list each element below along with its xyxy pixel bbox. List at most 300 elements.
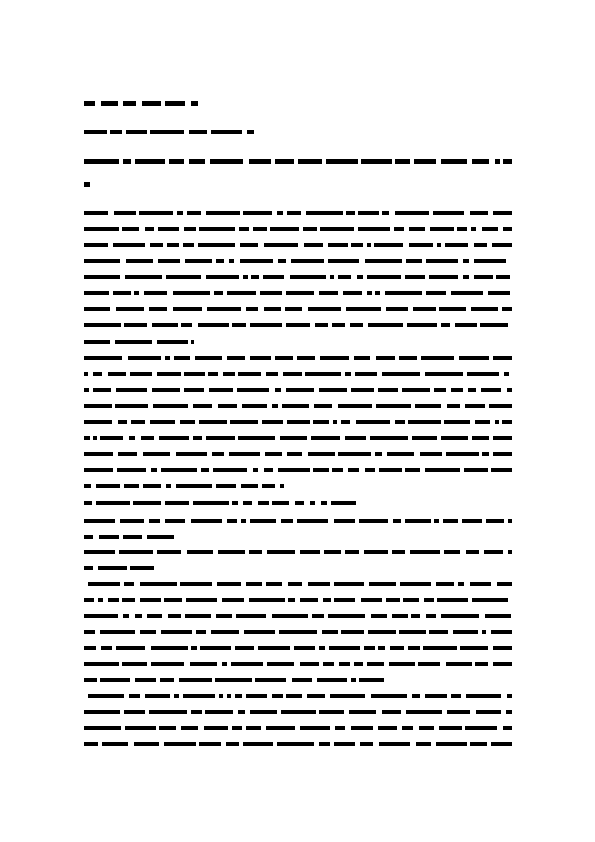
word-glyph-block bbox=[354, 356, 370, 360]
word-glyph-block bbox=[232, 323, 246, 327]
word-glyph-block bbox=[165, 101, 185, 106]
word-glyph-block bbox=[425, 694, 447, 698]
word-glyph-block bbox=[135, 159, 165, 164]
word-glyph-block bbox=[421, 356, 454, 360]
word-glyph-block bbox=[281, 519, 293, 523]
word-glyph-block bbox=[471, 227, 476, 231]
word-glyph-block bbox=[286, 291, 314, 295]
word-glyph-block bbox=[116, 646, 145, 650]
word-glyph-block bbox=[84, 307, 110, 311]
word-glyph-block bbox=[444, 420, 470, 424]
word-glyph-block bbox=[492, 243, 512, 247]
word-glyph-block bbox=[457, 227, 467, 231]
body-text bbox=[0, 0, 1, 1]
word-glyph-block bbox=[181, 726, 198, 730]
word-glyph-block bbox=[144, 291, 167, 295]
word-glyph-block bbox=[369, 582, 396, 586]
word-glyph-block bbox=[468, 388, 476, 392]
word-glyph-block bbox=[315, 323, 328, 327]
word-glyph-block bbox=[143, 484, 161, 488]
word-glyph-block bbox=[101, 646, 112, 650]
word-glyph-block bbox=[386, 598, 400, 602]
word-glyph-block bbox=[267, 662, 294, 666]
word-glyph-block bbox=[238, 710, 245, 714]
word-glyph-block bbox=[474, 243, 487, 247]
word-glyph-block bbox=[98, 598, 103, 602]
word-glyph-block bbox=[411, 614, 420, 618]
word-glyph-block bbox=[126, 130, 147, 134]
word-glyph-block bbox=[335, 726, 345, 730]
word-glyph-block bbox=[491, 742, 512, 746]
word-glyph-block bbox=[379, 742, 410, 746]
word-glyph-block bbox=[338, 404, 372, 408]
word-glyph-block bbox=[385, 291, 422, 295]
word-glyph-block bbox=[130, 566, 154, 570]
word-glyph-block bbox=[159, 436, 189, 440]
word-glyph-block bbox=[405, 275, 425, 279]
word-glyph-block bbox=[250, 356, 271, 360]
word-glyph-block bbox=[375, 452, 382, 456]
word-glyph-block bbox=[264, 468, 273, 472]
word-glyph-block bbox=[493, 356, 512, 360]
word-glyph-block bbox=[141, 436, 154, 440]
word-glyph-block bbox=[367, 291, 372, 295]
word-glyph-block bbox=[407, 323, 437, 327]
word-glyph-block bbox=[451, 291, 483, 295]
word-glyph-block bbox=[358, 227, 390, 231]
word-glyph-block bbox=[282, 404, 309, 408]
text-line bbox=[84, 340, 194, 346]
word-glyph-block bbox=[180, 582, 212, 586]
word-glyph-block bbox=[436, 742, 467, 746]
word-glyph-block bbox=[205, 710, 233, 714]
word-glyph-block bbox=[191, 101, 198, 106]
word-glyph-block bbox=[147, 535, 174, 539]
word-glyph-block bbox=[199, 420, 227, 424]
word-glyph-block bbox=[426, 259, 458, 263]
word-glyph-block bbox=[339, 662, 350, 666]
word-glyph-block bbox=[357, 275, 363, 279]
word-glyph-block bbox=[308, 582, 330, 586]
word-glyph-block bbox=[227, 694, 231, 698]
word-glyph-block bbox=[295, 501, 304, 505]
word-glyph-block bbox=[463, 275, 469, 279]
word-glyph-block bbox=[222, 598, 244, 602]
text-line bbox=[84, 484, 284, 490]
word-glyph-block bbox=[191, 710, 202, 714]
word-glyph-block bbox=[262, 420, 283, 424]
text-line bbox=[88, 582, 512, 588]
word-glyph-block bbox=[346, 211, 355, 215]
text-line bbox=[88, 694, 512, 700]
word-glyph-block bbox=[297, 519, 328, 523]
word-glyph-block bbox=[166, 275, 201, 279]
word-glyph-block bbox=[101, 101, 118, 106]
word-glyph-block bbox=[84, 388, 89, 392]
word-glyph-block bbox=[331, 501, 356, 505]
word-glyph-block bbox=[84, 726, 121, 730]
word-glyph-block bbox=[361, 159, 392, 164]
word-glyph-block bbox=[255, 678, 286, 682]
word-glyph-block bbox=[307, 694, 325, 698]
word-glyph-block bbox=[244, 630, 275, 634]
word-glyph-block bbox=[239, 227, 249, 231]
word-glyph-block bbox=[361, 598, 382, 602]
word-glyph-block bbox=[472, 159, 489, 164]
word-glyph-block bbox=[405, 519, 431, 523]
word-glyph-block bbox=[227, 356, 245, 360]
word-glyph-block bbox=[84, 211, 108, 215]
word-glyph-block bbox=[249, 159, 271, 164]
text-line bbox=[84, 646, 512, 652]
word-glyph-block bbox=[414, 159, 436, 164]
word-glyph-block bbox=[287, 452, 302, 456]
word-glyph-block bbox=[441, 159, 467, 164]
word-glyph-block bbox=[364, 646, 375, 650]
word-glyph-block bbox=[100, 678, 130, 682]
word-glyph-block bbox=[123, 614, 129, 618]
text-line bbox=[84, 101, 198, 107]
word-glyph-block bbox=[209, 388, 233, 392]
word-glyph-block bbox=[84, 710, 120, 714]
word-glyph-block bbox=[113, 243, 145, 247]
word-glyph-block bbox=[446, 452, 479, 456]
word-glyph-block bbox=[496, 275, 510, 279]
word-glyph-block bbox=[382, 710, 401, 714]
word-glyph-block bbox=[286, 388, 314, 392]
word-glyph-block bbox=[185, 614, 211, 618]
word-glyph-block bbox=[300, 662, 319, 666]
word-glyph-block bbox=[470, 211, 488, 215]
word-glyph-block bbox=[159, 726, 176, 730]
word-glyph-block bbox=[118, 452, 137, 456]
word-glyph-block bbox=[151, 646, 188, 650]
word-glyph-block bbox=[458, 582, 464, 586]
word-glyph-block bbox=[174, 356, 190, 360]
text-line bbox=[84, 710, 512, 716]
word-glyph-block bbox=[472, 598, 508, 602]
word-glyph-block bbox=[84, 519, 115, 523]
word-glyph-block bbox=[463, 259, 469, 263]
word-glyph-block bbox=[382, 372, 420, 376]
word-glyph-block bbox=[360, 742, 373, 746]
word-glyph-block bbox=[84, 550, 115, 554]
word-glyph-block bbox=[193, 404, 212, 408]
word-glyph-block bbox=[160, 678, 174, 682]
word-glyph-block bbox=[326, 159, 358, 164]
word-glyph-block bbox=[503, 726, 512, 730]
word-glyph-block bbox=[243, 501, 252, 505]
word-glyph-block bbox=[232, 726, 242, 730]
word-glyph-block bbox=[447, 404, 460, 408]
word-glyph-block bbox=[465, 404, 485, 408]
word-glyph-block bbox=[306, 211, 343, 215]
word-glyph-block bbox=[198, 323, 229, 327]
word-glyph-block bbox=[346, 307, 381, 311]
word-glyph-block bbox=[260, 291, 282, 295]
word-glyph-block bbox=[124, 323, 147, 327]
word-glyph-block bbox=[125, 275, 162, 279]
word-glyph-block bbox=[430, 227, 454, 231]
word-glyph-block bbox=[371, 694, 407, 698]
word-glyph-block bbox=[215, 678, 252, 682]
word-glyph-block bbox=[459, 356, 489, 360]
word-glyph-block bbox=[238, 372, 261, 376]
word-glyph-block bbox=[330, 275, 334, 279]
word-glyph-block bbox=[277, 742, 314, 746]
word-glyph-block bbox=[379, 468, 402, 472]
word-glyph-block bbox=[272, 614, 308, 618]
word-glyph-block bbox=[150, 130, 184, 134]
word-glyph-block bbox=[439, 307, 466, 311]
word-glyph-block bbox=[408, 646, 420, 650]
word-glyph-block bbox=[207, 307, 241, 311]
word-glyph-block bbox=[464, 468, 488, 472]
word-glyph-block bbox=[419, 726, 434, 730]
word-glyph-block bbox=[280, 436, 307, 440]
word-glyph-block bbox=[482, 227, 498, 231]
word-glyph-block bbox=[246, 307, 258, 311]
word-glyph-block bbox=[283, 372, 302, 376]
word-glyph-block bbox=[332, 323, 345, 327]
word-glyph-block bbox=[147, 614, 162, 618]
word-glyph-block bbox=[189, 159, 205, 164]
word-glyph-block bbox=[324, 550, 341, 554]
word-glyph-block bbox=[201, 468, 209, 472]
word-glyph-block bbox=[231, 662, 263, 666]
word-glyph-block bbox=[206, 275, 239, 279]
word-glyph-block bbox=[212, 452, 224, 456]
word-glyph-block bbox=[294, 646, 315, 650]
text-line bbox=[84, 211, 512, 217]
word-glyph-block bbox=[480, 323, 508, 327]
word-glyph-block bbox=[416, 742, 431, 746]
text-line bbox=[84, 182, 90, 188]
word-glyph-block bbox=[238, 436, 275, 440]
word-glyph-block bbox=[200, 646, 231, 650]
word-glyph-block bbox=[184, 388, 204, 392]
word-glyph-block bbox=[334, 582, 364, 586]
word-glyph-block bbox=[243, 742, 273, 746]
word-glyph-block bbox=[216, 484, 236, 488]
word-glyph-block bbox=[100, 630, 135, 634]
text-line bbox=[84, 598, 512, 604]
word-glyph-block bbox=[320, 356, 349, 360]
word-glyph-block bbox=[413, 307, 436, 311]
word-glyph-block bbox=[489, 404, 512, 408]
word-glyph-block bbox=[219, 694, 223, 698]
word-glyph-block bbox=[338, 452, 371, 456]
word-glyph-block bbox=[334, 742, 355, 746]
word-glyph-block bbox=[378, 726, 397, 730]
word-glyph-block bbox=[368, 323, 403, 327]
word-glyph-block bbox=[186, 598, 217, 602]
word-glyph-block bbox=[358, 211, 379, 215]
word-glyph-block bbox=[275, 388, 281, 392]
word-glyph-block bbox=[439, 726, 462, 730]
text-line bbox=[84, 452, 512, 458]
word-glyph-block bbox=[437, 243, 441, 247]
word-glyph-block bbox=[355, 372, 377, 376]
text-line bbox=[84, 420, 512, 426]
word-glyph-block bbox=[286, 323, 310, 327]
word-glyph-block bbox=[184, 372, 205, 376]
text-line bbox=[84, 130, 258, 136]
text-line bbox=[84, 291, 512, 297]
word-glyph-block bbox=[123, 101, 136, 106]
word-glyph-block bbox=[243, 211, 272, 215]
word-glyph-block bbox=[199, 742, 221, 746]
text-line bbox=[84, 323, 512, 329]
word-glyph-block bbox=[266, 372, 278, 376]
word-glyph-block bbox=[359, 678, 384, 682]
word-glyph-block bbox=[465, 726, 497, 730]
word-glyph-block bbox=[145, 227, 154, 231]
word-glyph-block bbox=[115, 340, 152, 344]
word-glyph-block bbox=[223, 372, 235, 376]
word-glyph-block bbox=[364, 550, 388, 554]
word-glyph-block bbox=[122, 662, 147, 666]
word-glyph-block bbox=[110, 130, 122, 134]
word-glyph-block bbox=[164, 598, 182, 602]
word-glyph-block bbox=[466, 550, 479, 554]
word-glyph-block bbox=[367, 662, 384, 666]
word-glyph-block bbox=[140, 582, 177, 586]
word-glyph-block bbox=[444, 550, 460, 554]
word-glyph-block bbox=[351, 388, 374, 392]
word-glyph-block bbox=[187, 211, 201, 215]
word-glyph-block bbox=[328, 243, 348, 247]
word-glyph-block bbox=[403, 598, 419, 602]
word-glyph-block bbox=[210, 159, 243, 164]
word-glyph-block bbox=[258, 501, 269, 505]
word-glyph-block bbox=[474, 275, 493, 279]
word-glyph-block bbox=[300, 550, 320, 554]
word-glyph-block bbox=[277, 211, 283, 215]
word-glyph-block bbox=[400, 582, 431, 586]
word-glyph-block bbox=[434, 388, 446, 392]
word-glyph-block bbox=[134, 742, 159, 746]
word-glyph-block bbox=[392, 614, 408, 618]
word-glyph-block bbox=[84, 182, 90, 187]
word-glyph-block bbox=[157, 550, 181, 554]
word-glyph-block bbox=[135, 678, 156, 682]
word-glyph-block bbox=[114, 211, 136, 215]
word-glyph-block bbox=[264, 243, 298, 247]
word-glyph-block bbox=[447, 710, 470, 714]
word-glyph-block bbox=[151, 662, 184, 666]
word-glyph-block bbox=[329, 646, 360, 650]
word-glyph-block bbox=[116, 388, 147, 392]
word-glyph-block bbox=[482, 452, 489, 456]
word-glyph-block bbox=[213, 468, 247, 472]
text-line bbox=[84, 372, 512, 378]
word-glyph-block bbox=[429, 275, 458, 279]
word-glyph-block bbox=[143, 452, 170, 456]
word-glyph-block bbox=[84, 678, 97, 682]
word-glyph-block bbox=[176, 452, 207, 456]
word-glyph-block bbox=[275, 159, 294, 164]
word-glyph-block bbox=[84, 372, 88, 376]
word-glyph-block bbox=[287, 420, 310, 424]
word-glyph-block bbox=[246, 694, 267, 698]
word-glyph-block bbox=[253, 468, 258, 472]
word-glyph-block bbox=[84, 662, 119, 666]
word-glyph-block bbox=[124, 484, 139, 488]
text-line bbox=[84, 519, 512, 525]
word-glyph-block bbox=[251, 275, 259, 279]
text-line bbox=[84, 678, 384, 684]
word-glyph-block bbox=[313, 420, 329, 424]
word-glyph-block bbox=[84, 742, 98, 746]
word-glyph-block bbox=[322, 630, 338, 634]
word-glyph-block bbox=[84, 614, 118, 618]
word-glyph-block bbox=[235, 694, 242, 698]
word-glyph-block bbox=[123, 535, 142, 539]
word-glyph-block bbox=[191, 340, 194, 344]
word-glyph-block bbox=[406, 710, 442, 714]
word-glyph-block bbox=[279, 630, 317, 634]
word-glyph-block bbox=[168, 614, 181, 618]
word-glyph-block bbox=[278, 468, 310, 472]
word-glyph-block bbox=[193, 501, 229, 505]
word-glyph-block bbox=[129, 694, 140, 698]
word-glyph-block bbox=[408, 420, 441, 424]
word-glyph-block bbox=[124, 582, 134, 586]
word-glyph-block bbox=[227, 291, 256, 295]
word-glyph-block bbox=[149, 519, 160, 523]
word-glyph-block bbox=[375, 291, 380, 295]
word-glyph-block bbox=[345, 372, 351, 376]
word-glyph-block bbox=[125, 726, 156, 730]
word-glyph-block bbox=[195, 356, 222, 360]
word-glyph-block bbox=[206, 436, 235, 440]
word-glyph-block bbox=[354, 662, 363, 666]
word-glyph-block bbox=[166, 484, 171, 488]
word-glyph-block bbox=[124, 710, 145, 714]
word-glyph-block bbox=[206, 211, 240, 215]
word-glyph-block bbox=[232, 501, 238, 505]
word-glyph-block bbox=[348, 468, 359, 472]
word-glyph-block bbox=[253, 227, 267, 231]
word-glyph-block bbox=[470, 742, 487, 746]
word-glyph-block bbox=[351, 726, 373, 730]
word-glyph-block bbox=[382, 211, 389, 215]
word-glyph-block bbox=[184, 227, 196, 231]
word-glyph-block bbox=[151, 468, 157, 472]
word-glyph-block bbox=[149, 710, 187, 714]
word-glyph-block bbox=[199, 227, 235, 231]
word-glyph-block bbox=[288, 598, 295, 602]
word-glyph-block bbox=[338, 275, 351, 279]
word-glyph-block bbox=[264, 307, 281, 311]
word-glyph-block bbox=[84, 420, 112, 424]
word-glyph-block bbox=[117, 468, 146, 472]
word-glyph-block bbox=[240, 243, 258, 247]
word-glyph-block bbox=[323, 662, 334, 666]
word-glyph-block bbox=[247, 130, 254, 134]
word-glyph-block bbox=[84, 243, 108, 247]
word-glyph-block bbox=[319, 291, 338, 295]
word-glyph-block bbox=[292, 678, 312, 682]
word-glyph-block bbox=[392, 550, 405, 554]
word-glyph-block bbox=[503, 159, 512, 164]
word-glyph-block bbox=[507, 388, 512, 392]
word-glyph-block bbox=[157, 372, 181, 376]
word-glyph-block bbox=[409, 243, 433, 247]
word-glyph-block bbox=[191, 646, 197, 650]
word-glyph-block bbox=[218, 550, 245, 554]
